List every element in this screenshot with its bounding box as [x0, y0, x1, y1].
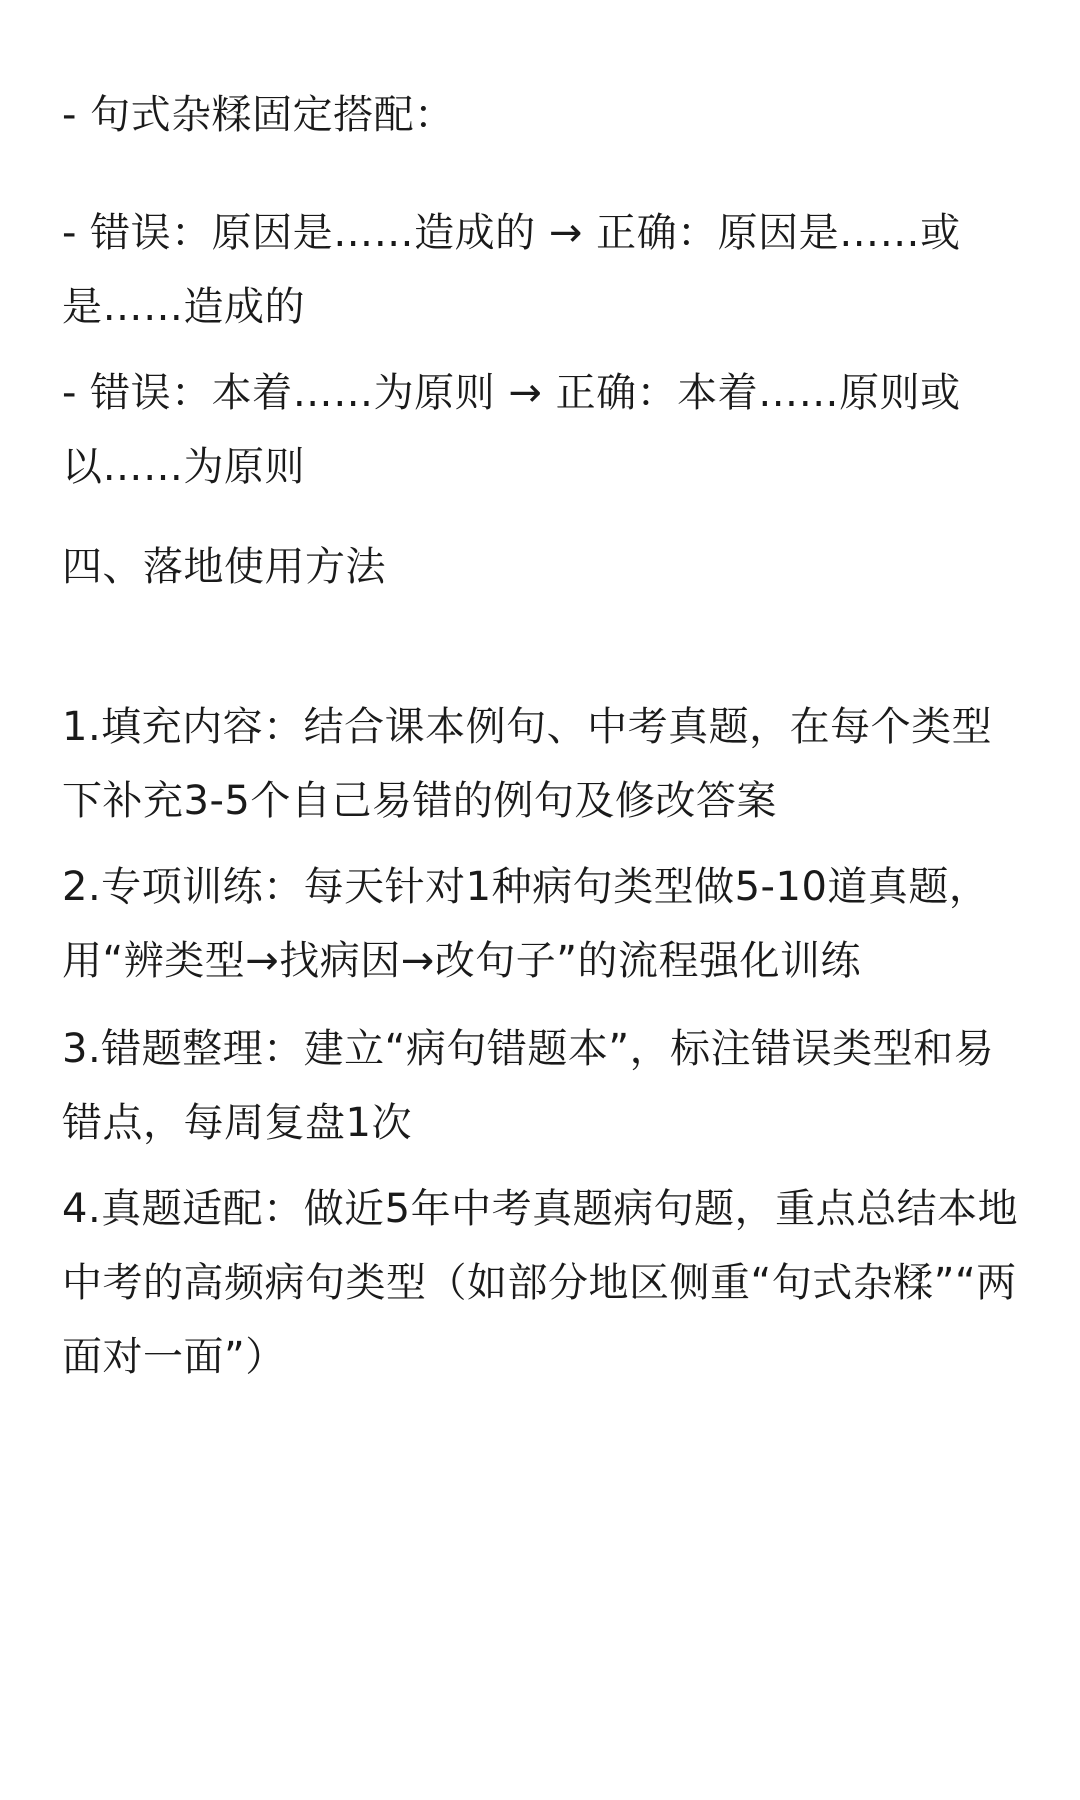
- method-item-2: 2.专项训练：每天针对1种病句类型做5-10道真题，用“辨类型→找病因→改句子”的流程强化训练: [62, 864, 990, 984]
- method-item-1: 1.填充内容：结合课本例句、中考真题，在每个类型下补充3-5个自己易错的例句及修改答案: [62, 704, 993, 824]
- method-item-3: 3.错题整理：建立“病句错题本”，标注错误类型和易错点，每周复盘1次: [62, 1026, 995, 1146]
- pattern-heading: - 句式杂糅固定搭配：: [62, 92, 455, 138]
- pattern-item-1: - 错误：原因是……造成的 → 正确：原因是……或 是……造成的: [62, 210, 961, 330]
- method-heading: 四、落地使用方法: [62, 544, 386, 590]
- method-item-4: 4.真题适配：做近5年中考真题病句题，重点总结本地中考的高频病句类型（如部分地区侧重“句式杂糅”“两面对一面”）: [62, 1186, 1019, 1380]
- pattern-item-2: - 错误：本着……为原则 → 正确：本着……原则或 以……为原则: [62, 370, 961, 490]
